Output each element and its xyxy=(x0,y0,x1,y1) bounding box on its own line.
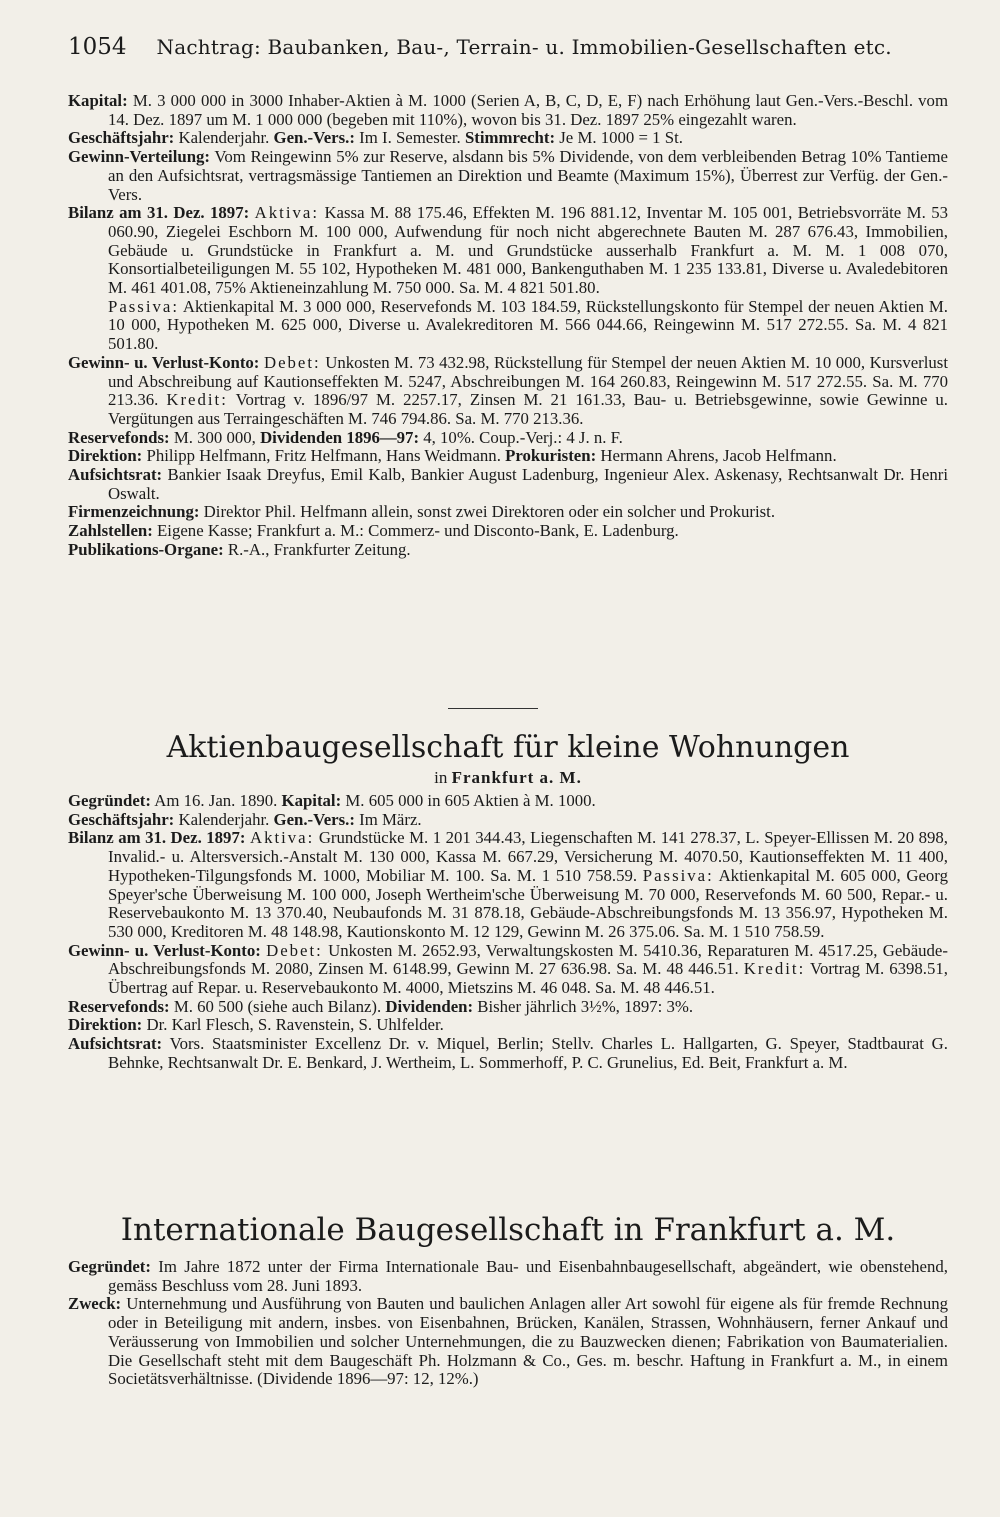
e3-gegruendet-para xyxy=(68,1258,948,1295)
e2-geschaeftsjahr-para xyxy=(68,811,948,830)
e2-direktion-label: Direktion: xyxy=(68,1015,143,1035)
entry-internationale-baugesellschaft xyxy=(68,1258,948,1389)
prokuristen-label: Prokuristen: xyxy=(505,446,597,466)
debet-label: Debet: xyxy=(263,352,321,372)
entry-continuation xyxy=(68,92,948,560)
geschaeftsjahr-para xyxy=(68,129,948,148)
e2-geschaeftsjahr-label: Geschäftsjahr: xyxy=(68,809,175,829)
prokuristen-text: Hermann Ahrens, Jacob Helfmann. xyxy=(600,446,837,466)
e2-kredit-text: Vortrag M. 6398.51, Übertrag auf Repar. u. Reservebaukonto M. 4000, Mietszins M. 46 048. Sa. M. 48 446.51. xyxy=(108,959,948,998)
e2-direktion-text: Dr. Karl Flesch, S. Ravenstein, S. Uhlfelder. xyxy=(146,1015,444,1035)
e2-kapital-label: Kapital: xyxy=(281,791,342,810)
e2-gegruendet-para xyxy=(68,792,948,811)
kredit-label: Kredit: xyxy=(166,390,228,410)
e2-gegruendet-label: Gegründet: xyxy=(68,791,151,810)
kapital-text: M. 3 000 000 in 3000 Inhaber-Aktien à M. 1000 (Serien A, B, C, D, E, F) nach Erhöhung laut Gen.-Vers.-Beschl. vom 14. Dez. 1897 um M. 1 000 000 (begeben mit 110%), wovon bis 31. Dez. 1897 25% eingezahlt waren. xyxy=(108,91,949,129)
firmenzeichnung-label: Firmenzeichnung: xyxy=(68,502,200,522)
kapital-label: Kapital: xyxy=(68,91,128,110)
publikationsorgane-label: Publikations-Organe: xyxy=(68,539,224,559)
entry2-sub-city: Frankfurt a. M. xyxy=(451,768,582,787)
e3-zweck-label: Zweck: xyxy=(68,1294,122,1314)
aufsichtsrat-text: Bankier Isaak Dreyfus, Emil Kalb, Bankier August Ladenburg, Ingenieur Alex. Askenasy, Rechtsanwalt Dr. Henri Oswalt. xyxy=(108,465,948,503)
stimmrecht-text: Je M. 1000 = 1 St. xyxy=(559,128,683,148)
debet-text: Unkosten M. 73 432.98, Rückstellung für Stempel der neuen Aktien M. 10 000, Kursverlust und Abschreibung auf Kautionseffekten M. 5247, Abschreibungen M. 164 260.83, Reingewinn M. 517 272.55. Sa. M. 770 213.36. xyxy=(108,352,948,410)
gewinnverteilung-para xyxy=(68,148,948,204)
passiva-label: Passiva: xyxy=(108,296,180,316)
zahlstellen-para xyxy=(68,522,948,541)
guv-label: Gewinn- u. Verlust-Konto: xyxy=(68,352,260,372)
bilanz-aktiva-para xyxy=(68,204,948,298)
gewinnverteilung-label: Gewinn-Verteilung: xyxy=(68,147,211,167)
e2-genvers-text: Im März. xyxy=(359,809,422,829)
stimmrecht-label: Stimmrecht: xyxy=(464,128,556,148)
reservefonds-text: M. 300 000, xyxy=(173,427,256,447)
reservefonds-para xyxy=(68,429,948,448)
passiva-text: Aktienkapital M. 3 000 000, Reservefonds M. 103 184.59, Rückstellungskonto für Stempel der neuen Aktien M. 10 000, Hypotheken M. 625 000, Diverse u. Avalekreditoren M. 566 044.66, Reingewinn M. 517 272.55. Sa. M. 4 821 501.80. xyxy=(108,296,948,354)
entry2-sub-prefix: in xyxy=(434,768,448,787)
bilanz-label: Bilanz am 31. Dez. 1897: xyxy=(68,203,250,223)
e2-reservefonds-label: Reservefonds: xyxy=(68,996,170,1016)
e2-direktion-para xyxy=(68,1016,948,1035)
page-number: 1054 xyxy=(68,34,127,60)
e2-dividenden-label: Dividenden: xyxy=(385,996,474,1016)
dividenden-text: 4, 10%. Coup.-Verj.: 4 J. n. F. xyxy=(423,427,623,447)
e2-genvers-label: Gen.-Vers.: xyxy=(273,809,355,829)
aktiva-text: Kassa M. 88 175.46, Effekten M. 196 881.12, Inventar M. 105 001, Betriebsvorräte M. 53 060.90, Ziegelei Eschborn M. 100 000, Aufwendung für noch nicht abgerechnete Bauten M. 287 676.43, Immobilien, Gebäude u. Grundstücke in Frankfurt a. M. und Grundstücke ausserhalb Frankfurt a. M. M. 1 008 070, Konsortialbeteiligungen M. 55 102, Hypotheken M. 481 000, Bankenguthaben M. 1 235 133.81, Diverse u. Avaledebitoren M. 461 401.08, 75% Aktieneinzahlung M. 750 000. Sa. M. 4 821 501.80. xyxy=(108,203,948,298)
e3-gegruendet-label: Gegründet: xyxy=(68,1257,151,1276)
e2-bilanz-para xyxy=(68,829,948,941)
aufsichtsrat-para xyxy=(68,466,948,503)
publikationsorgane-text: R.-A., Frankfurter Zeitung. xyxy=(227,539,411,559)
e2-aufsichtsrat-para xyxy=(68,1035,948,1072)
section-divider xyxy=(448,708,538,709)
direktion-text: Philipp Helfmann, Fritz Helfmann, Hans Weidmann. xyxy=(146,446,501,466)
kredit-text: Vortrag v. 1896/97 M. 2257.17, Zinsen M. 21 161.33, Bau- u. Betriebsgewinne, sowie Gewinne u. Vergütungen aus Terraingeschäften M. 746 794.86. Sa. M. 770 213.36. xyxy=(108,390,949,428)
e2-kredit-label: Kredit: xyxy=(743,959,806,979)
geschaeftsjahr-label: Geschäftsjahr: xyxy=(68,128,175,148)
e2-guv-label: Gewinn- u. Verlust-Konto: xyxy=(68,940,261,960)
e2-debet-label: Debet: xyxy=(266,940,323,960)
e2-aufsichtsrat-label: Aufsichtsrat: xyxy=(68,1034,163,1054)
direktion-para xyxy=(68,447,948,466)
firmenzeichnung-para xyxy=(68,503,948,522)
e2-dividenden-text: Bisher jährlich 3½%, 1897: 3%. xyxy=(477,996,694,1016)
genvers-text: Im I. Semester. xyxy=(359,128,461,148)
gewinnverteilung-text: Vom Reingewinn 5% zur Reserve, alsdann bis 5% Dividende, von dem verbleibenden Betrag 10% Tantieme an den Aufsichtsrat, vertragsmässige Tantiemen an Direktion und Beamte (Maximum 15%), Überrest zur Verfüg. der Gen.-Vers. xyxy=(108,147,948,204)
direktion-label: Direktion: xyxy=(68,446,143,466)
running-title: Nachtrag: Baubanken, Bau-, Terrain- u. Immobilien-Gesellschaften etc. xyxy=(156,35,892,59)
passiva-para xyxy=(68,298,948,354)
e2-guv-para xyxy=(68,942,948,998)
aktiva-label: Aktiva: xyxy=(254,203,319,223)
e2-passiva-label: Passiva: xyxy=(642,865,714,885)
e3-zweck-para xyxy=(68,1295,948,1389)
zahlstellen-label: Zahlstellen: xyxy=(68,521,153,541)
e2-aktiva-label: Aktiva: xyxy=(249,828,315,848)
publikationsorgane-para xyxy=(68,541,948,560)
entry3-title: Internationale Baugesellschaft in Frankfurt a. M. xyxy=(120,1212,896,1248)
e2-aufsichtsrat-text: Vors. Staatsminister Excellenz Dr. v. Miquel, Berlin; Stellv. Charles L. Hallgarten, G. Speyer, Stadtbaurat G. Behnke, Rechtsanwalt Dr. E. Benkard, J. Wertheim, L. Sommerhoff, P. C. Grunelius, Ed. Beit, Frankfurt a. M. xyxy=(108,1034,948,1072)
entry2-title: Aktienbaugesellschaft für kleine Wohnungen xyxy=(166,730,850,765)
e2-aktiva-text: Grundstücke M. 1 201 344.43, Liegenschaften M. 141 278.37, L. Speyer-Ellissen M. 20 898, Invalid.- u. Altersversich.-Anstalt M. 130 000, Kassa M. 667.29, Versicherung M. 4070.50, Kautionseffekten M. 11 400, Hypotheken-Tilgungsfonds M. 1000, Mobiliar M. 100. Sa. M. 1 510 758.59. xyxy=(108,828,948,885)
kapital-para xyxy=(68,92,948,129)
e2-kapital-text: M. 605 000 in 605 Aktien à M. 1000. xyxy=(345,791,596,810)
e3-zweck-text: Unternehmung und Ausführung von Bauten und baulichen Anlagen aller Art sowohl für eigene als für fremde Rechnung oder in Beteiligung mit andern, insbes. von Eisenbahnen, Brücken, Kanälen, Strassen, Wohnhäusern, ferner Ankauf und Veräusserung von Immobilien und solcher Unternehmungen, die zu Bauzwecken dienen; Fabrikation von Baumaterialien. Die Gesellschaft steht mit dem Baugeschäft Ph. Holzmann & Co., Ges. m. beschr. Haftung in Frankfurt a. M., in einem Societätsverhältnisse. (Dividende 1896—97: 12, 12%.) xyxy=(108,1294,948,1389)
running-header xyxy=(68,34,948,70)
e2-geschaeftsjahr-text: Kalenderjahr. xyxy=(178,809,270,829)
e2-passiva-text: Aktienkapital M. 605 000, Georg Speyer'sche Überweisung M. 100 000, Joseph Wertheim'sche Überweisung M. 70 000, Reservefonds M. 60 500, Repar.- u. Reservebaukonto M. 13 370.40, Neubaufonds M. 31 878.18, Gebäude-Abschreibungsfonds M. 13 356.97, Hypotheken M. 530 000, Kreditoren M. 48 148.98, Kautionskonto M. 12 129, Gewinn M. 26 375.06. Sa. M. 1 510 758.59. xyxy=(108,865,948,941)
e2-bilanz-label: Bilanz am 31. Dez. 1897: xyxy=(68,828,246,848)
firmenzeichnung-text: Direktor Phil. Helfmann allein, sonst zwei Direktoren oder ein solcher und Prokurist. xyxy=(203,502,776,522)
dividenden-label: Dividenden 1896—97: xyxy=(260,427,420,447)
zahlstellen-text: Eigene Kasse; Frankfurt a. M.: Commerz- und Disconto-Bank, E. Ladenburg. xyxy=(157,521,679,541)
entry2-subtitle xyxy=(68,768,948,788)
guv-para xyxy=(68,354,948,429)
e2-debet-text: Unkosten M. 2652.93, Verwaltungskosten M. 5410.36, Reparaturen M. 4517.25, Gebäude-Abschreibungsfonds M. 2080, Zinsen M. 6148.99, Gewinn M. 27 636.98. Sa. M. 48 446.51. xyxy=(108,940,948,979)
e2-reservefonds-para xyxy=(68,998,948,1017)
entry-aktienbaugesellschaft xyxy=(68,792,948,1073)
reservefonds-label: Reservefonds: xyxy=(68,427,170,447)
genvers-label: Gen.-Vers.: xyxy=(273,128,355,148)
aufsichtsrat-label: Aufsichtsrat: xyxy=(68,465,163,485)
e3-gegruendet-text: Im Jahre 1872 unter der Firma Internationale Bau- und Eisenbahnbaugesellschaft, abgeändert, wie obenstehend, gemäss Beschluss vom 28. Juni 1893. xyxy=(108,1257,948,1295)
geschaeftsjahr-text: Kalenderjahr. xyxy=(178,128,270,148)
e2-reservefonds-text: M. 60 500 (siehe auch Bilanz). xyxy=(173,996,382,1016)
e2-gegruendet-text: Am 16. Jan. 1890. xyxy=(154,791,278,810)
